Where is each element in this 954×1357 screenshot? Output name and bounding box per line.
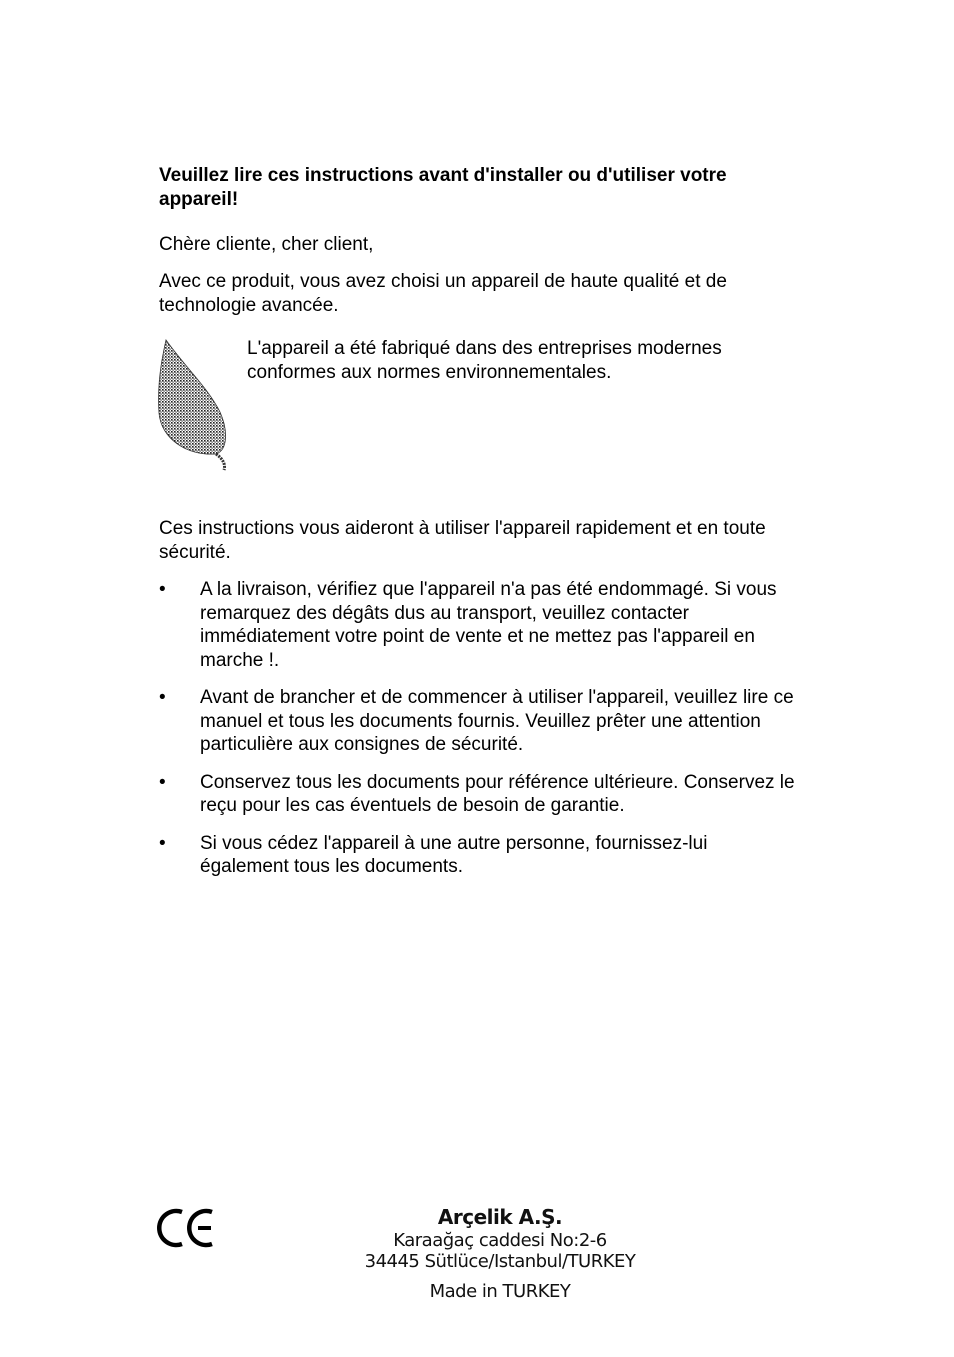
- list-item: [159, 578, 799, 672]
- bullet-marker: •: [159, 771, 166, 793]
- eco-paragraph: L'appareil a été fabriqué dans des entreprises modernes conformes aux normes environnementales.: [247, 338, 722, 383]
- list-item: [159, 832, 799, 879]
- help-paragraph: Ces instructions vous aideront à utiliser l'appareil rapidement et en toute sécurité.: [159, 518, 766, 563]
- instruction-list: [159, 578, 799, 893]
- bullet-marker: •: [159, 579, 166, 600]
- company-street-address: Karaağaç caddesi No:2-6: [393, 1230, 607, 1251]
- list-item-text: Avant de brancher et de commencer à utiliser l'appareil, veuillez lire ce manuel et tous les documents fournis. Veuillez prêter une attention particulière aux consignes de sécurité.: [200, 687, 794, 755]
- greeting-text: Chère cliente, cher client,: [159, 234, 374, 255]
- ce-mark-icon: [156, 1206, 216, 1250]
- bullet-marker: •: [159, 687, 166, 708]
- bullet-marker: •: [159, 832, 166, 854]
- list-item-text: Conservez tous les documents pour référence ultérieure. Conservez le reçu pour les cas éventuels de besoin de garantie.: [200, 771, 795, 816]
- origin-label: Made in TURKEY: [429, 1281, 571, 1302]
- leaf-icon: [156, 338, 232, 474]
- list-item-text: A la livraison, vérifiez que l'appareil n'a pas été endommagé. Si vous remarquez des dégâts dus au transport, veuillez contacter immédiatement votre point de vente et ne mettez pas l'appareil en marche !.: [200, 579, 777, 671]
- list-item-text: Si vous cédez l'appareil à une autre personne, fournissez-lui également tous les documents.: [200, 832, 708, 877]
- list-item: [159, 771, 799, 818]
- company-city-address: 34445 Sütlüce/Istanbul/TURKEY: [364, 1251, 636, 1272]
- page-heading: Veuillez lire ces instructions avant d'installer ou d'utiliser votre appareil!: [159, 165, 727, 210]
- list-item: [159, 686, 799, 757]
- intro-paragraph: Avec ce produit, vous avez choisi un appareil de haute qualité et de technologie avancée.: [159, 271, 727, 316]
- company-name: Arçelik A.Ş.: [437, 1205, 563, 1229]
